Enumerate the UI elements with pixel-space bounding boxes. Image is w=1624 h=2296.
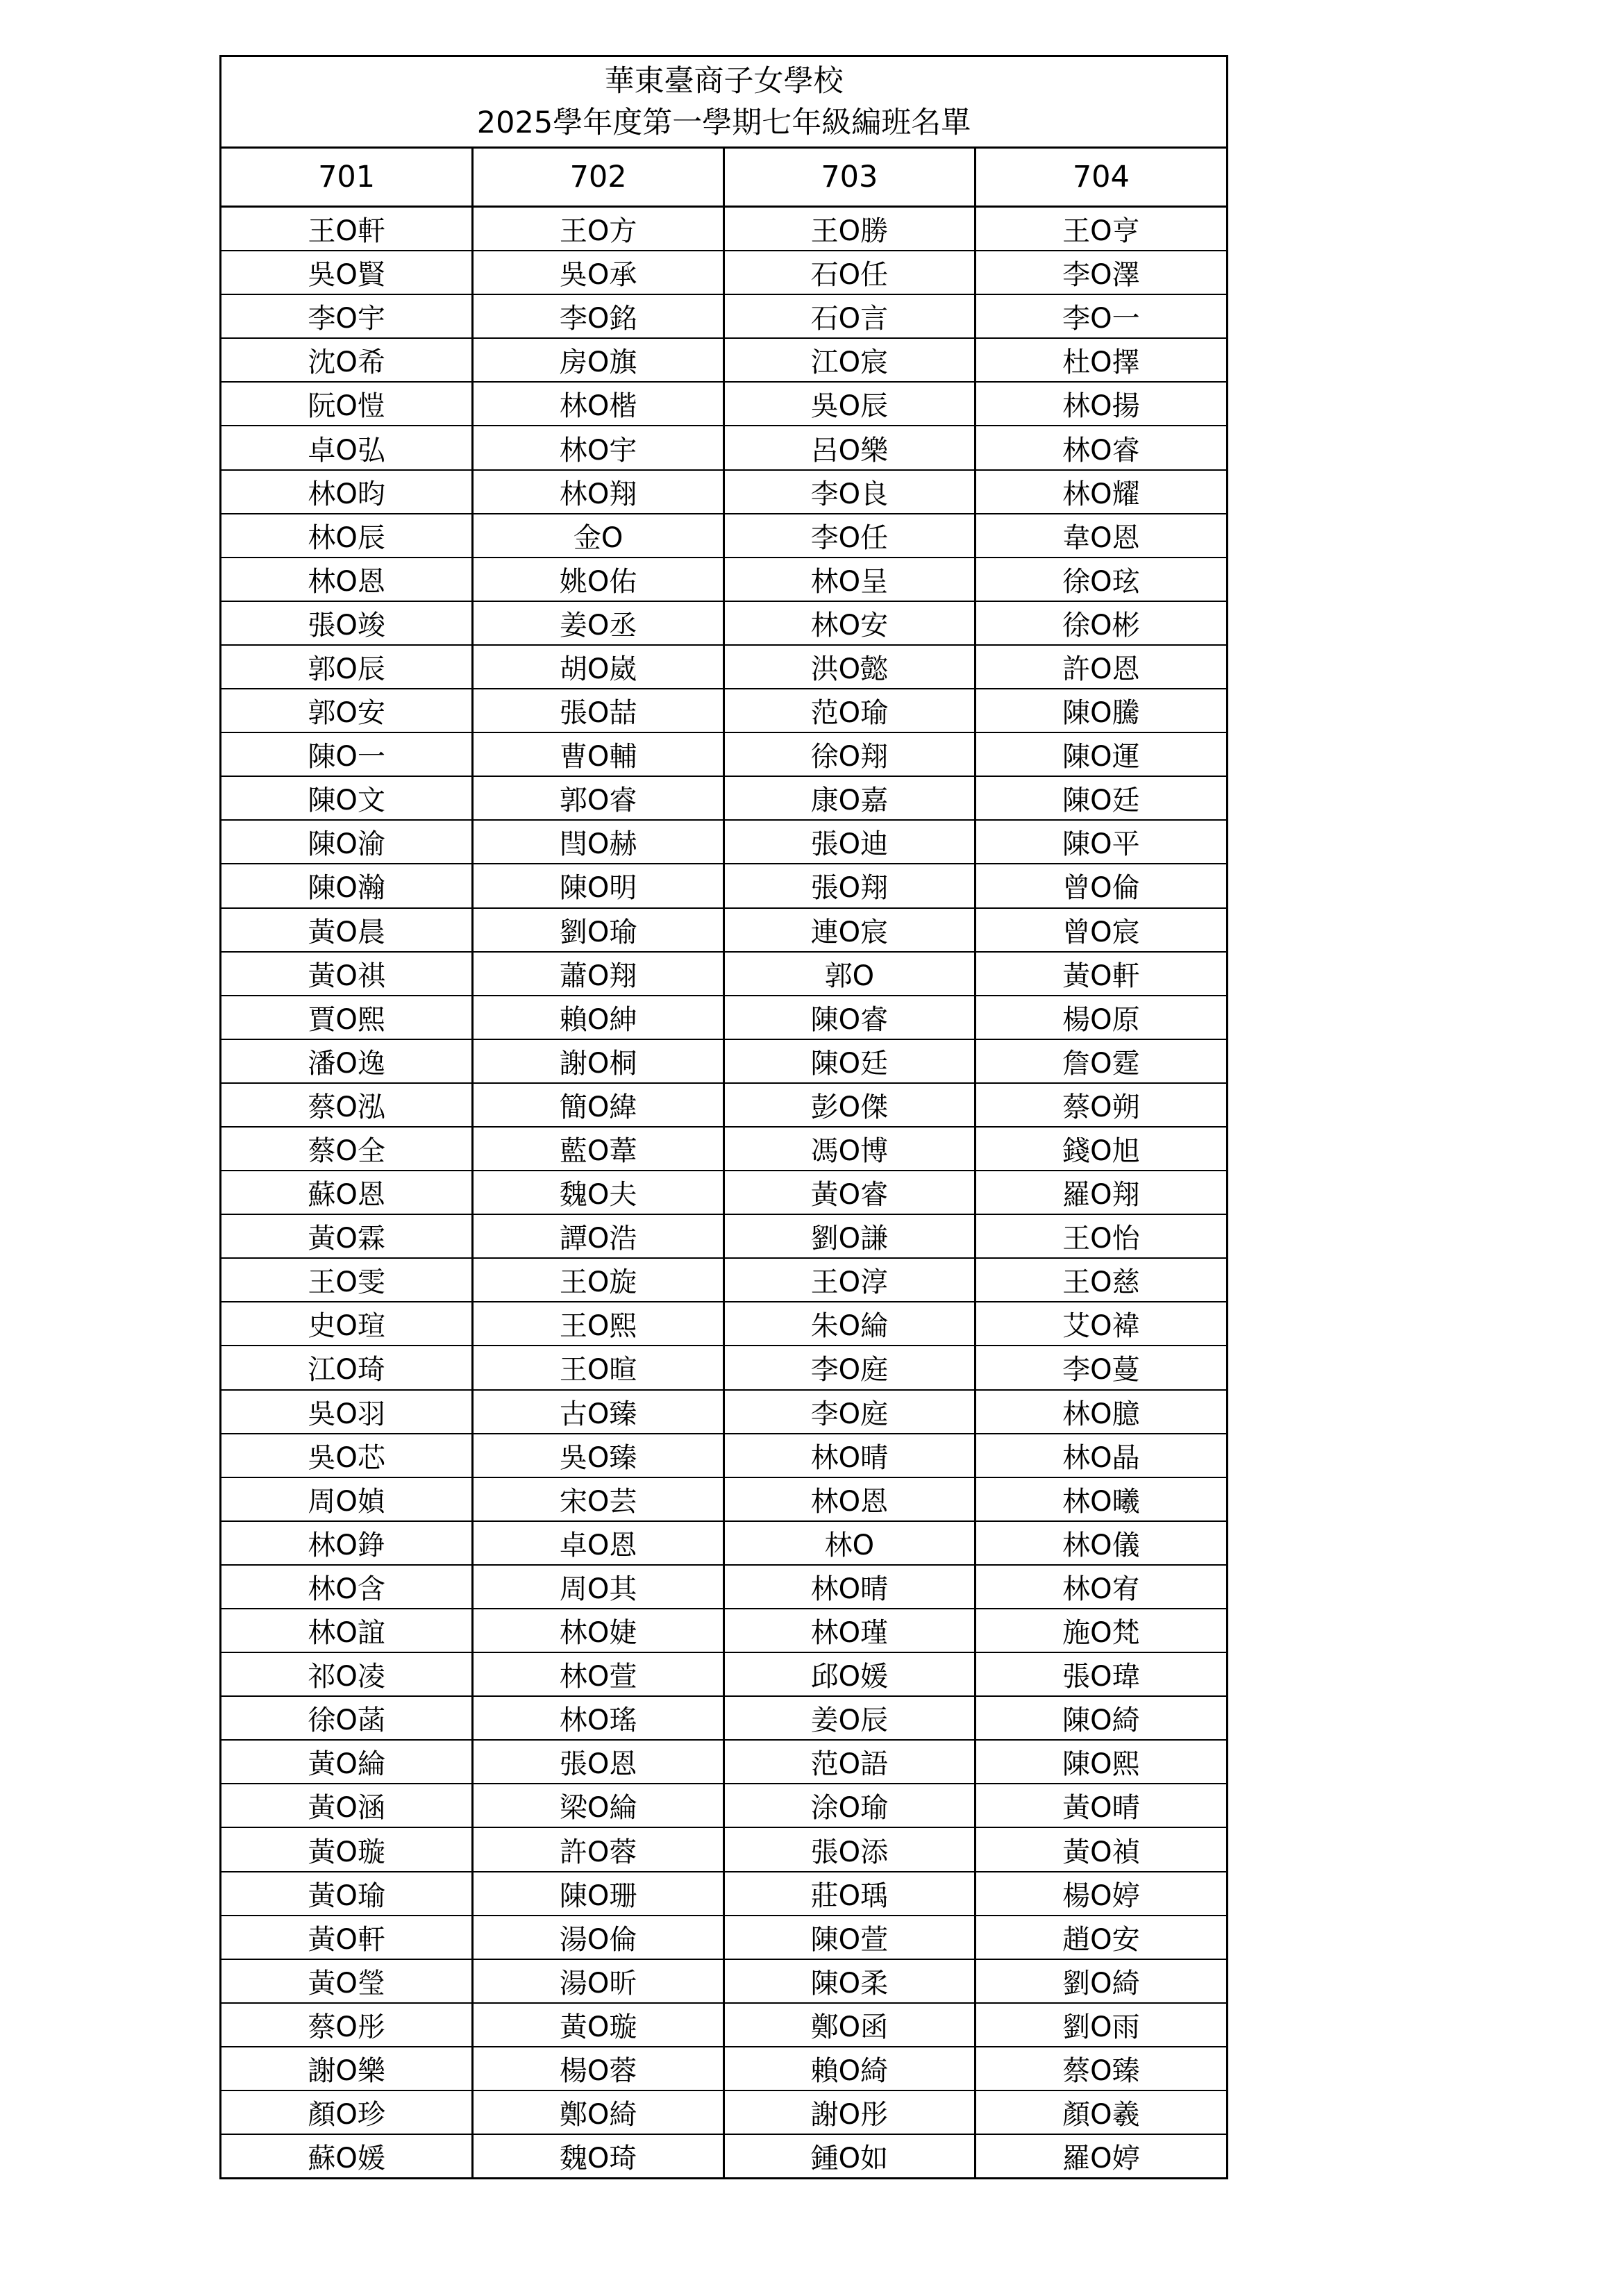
student-name-cell: 許O蓉 [473, 1827, 724, 1871]
student-name-cell: 吳O芯 [221, 1434, 473, 1477]
student-name-cell: 黃O軒 [221, 1916, 473, 1959]
student-name-cell: 黃O禎 [975, 1827, 1226, 1871]
table-row [221, 952, 1226, 996]
student-name-cell: 鍾O如 [724, 2134, 976, 2177]
table-row [221, 1214, 1226, 1258]
table-row [221, 1390, 1226, 1434]
student-name-cell: 林O儀 [975, 1521, 1226, 1565]
student-name-cell: 林O睿 [975, 426, 1226, 469]
student-name-cell: 金O [473, 514, 724, 558]
student-name-cell: 范O語 [724, 1740, 976, 1784]
table-row [221, 207, 1226, 251]
student-name-cell: 賴O紳 [473, 996, 724, 1039]
student-name-cell: 吳O臻 [473, 1434, 724, 1477]
roster-table [221, 149, 1226, 2177]
student-name-cell: 王O亨 [975, 207, 1226, 251]
student-name-cell: 陳O運 [975, 732, 1226, 776]
student-name-cell: 林O安 [724, 601, 976, 645]
student-name-cell: 涂O瑜 [724, 1784, 976, 1827]
student-name-cell: 李O良 [724, 470, 976, 514]
table-row [221, 601, 1226, 645]
student-name-cell: 簡O緯 [473, 1083, 724, 1127]
student-name-cell: 劉O謙 [724, 1214, 976, 1258]
student-name-cell: 呂O樂 [724, 426, 976, 469]
student-name-cell: 黃O璇 [473, 2003, 724, 2047]
table-row [221, 1127, 1226, 1171]
table-row [221, 689, 1226, 732]
student-name-cell: 蔡O臻 [975, 2047, 1226, 2090]
student-name-cell: 沈O希 [221, 338, 473, 382]
student-name-cell: 洪O懿 [724, 645, 976, 689]
student-name-cell: 郭O辰 [221, 645, 473, 689]
student-name-cell: 林O萱 [473, 1652, 724, 1696]
student-name-cell: 張O恩 [473, 1740, 724, 1784]
table-row [221, 1916, 1226, 1959]
student-name-cell: 范O瑜 [724, 689, 976, 732]
student-name-cell: 陳O睿 [724, 996, 976, 1039]
table-row [221, 1609, 1226, 1652]
student-name-cell: 黃O睿 [724, 1171, 976, 1214]
table-row [221, 996, 1226, 1039]
student-name-cell: 林O宇 [473, 426, 724, 469]
table-row [221, 1959, 1226, 2003]
student-name-cell: 林O宥 [975, 1565, 1226, 1609]
table-row [221, 1827, 1226, 1871]
table-row [221, 1872, 1226, 1916]
student-name-cell: 張O竣 [221, 601, 473, 645]
class-header-701: 701 [221, 149, 473, 207]
student-name-cell: 林O恩 [221, 558, 473, 601]
table-row [221, 1434, 1226, 1477]
student-name-cell: 莊O瑀 [724, 1872, 976, 1916]
table-row [221, 645, 1226, 689]
table-row [221, 1258, 1226, 1302]
table-row [221, 864, 1226, 907]
student-name-cell: 王O慈 [975, 1258, 1226, 1302]
student-name-cell: 賴O綺 [724, 2047, 976, 2090]
table-row [221, 470, 1226, 514]
student-name-cell: 江O宸 [724, 338, 976, 382]
student-name-cell: 祁O凌 [221, 1652, 473, 1696]
student-name-cell: 吳O辰 [724, 382, 976, 426]
student-name-cell: 張O翔 [724, 864, 976, 907]
student-name-cell: 蕭O翔 [473, 952, 724, 996]
table-row [221, 1652, 1226, 1696]
student-name-cell: 楊O婷 [975, 1872, 1226, 1916]
student-name-cell: 王O熙 [473, 1302, 724, 1346]
student-name-cell: 閆O赫 [473, 820, 724, 864]
student-name-cell: 徐O翔 [724, 732, 976, 776]
school-name: 華東臺商子女學校 [604, 63, 844, 99]
table-row [221, 1039, 1226, 1083]
class-header-704: 704 [975, 149, 1226, 207]
student-name-cell: 蔡O泓 [221, 1083, 473, 1127]
table-row [221, 294, 1226, 338]
student-name-cell: 姜O丞 [473, 601, 724, 645]
student-name-cell: 黃O軒 [975, 952, 1226, 996]
student-name-cell: 李O銘 [473, 294, 724, 338]
student-name-cell: 林O婕 [473, 1609, 724, 1652]
student-name-cell: 楊O原 [975, 996, 1226, 1039]
table-row [221, 1477, 1226, 1521]
student-name-cell: 曾O宸 [975, 908, 1226, 952]
student-name-cell: 劉O雨 [975, 2003, 1226, 2047]
student-name-cell: 王O旋 [473, 1258, 724, 1302]
student-name-cell: 羅O翔 [975, 1171, 1226, 1214]
student-name-cell: 宋O芸 [473, 1477, 724, 1521]
table-row [221, 514, 1226, 558]
student-name-cell: 許O恩 [975, 645, 1226, 689]
student-name-cell: 湯O倫 [473, 1916, 724, 1959]
student-name-cell: 黃O涵 [221, 1784, 473, 1827]
table-row [221, 776, 1226, 820]
student-name-cell: 艾O褘 [975, 1302, 1226, 1346]
student-name-cell: 梁O綸 [473, 1784, 724, 1827]
student-name-cell: 林O呈 [724, 558, 976, 601]
student-name-cell: 陳O明 [473, 864, 724, 907]
student-name-cell: 林O耀 [975, 470, 1226, 514]
student-name-cell: 林O臆 [975, 1390, 1226, 1434]
table-row [221, 1565, 1226, 1609]
student-name-cell: 謝O桐 [473, 1039, 724, 1083]
student-name-cell: 江O琦 [221, 1346, 473, 1389]
student-name-cell: 賈O熙 [221, 996, 473, 1039]
student-name-cell: 譚O浩 [473, 1214, 724, 1258]
table-row [221, 732, 1226, 776]
student-name-cell: 羅O婷 [975, 2134, 1226, 2177]
student-name-cell: 林O楷 [473, 382, 724, 426]
student-name-cell: 卓O恩 [473, 1521, 724, 1565]
student-name-cell: 湯O昕 [473, 1959, 724, 2003]
table-row [221, 251, 1226, 294]
student-name-cell: 胡O崴 [473, 645, 724, 689]
class-header-702: 702 [473, 149, 724, 207]
student-name-cell: 曾O倫 [975, 864, 1226, 907]
student-name-cell: 陳O一 [221, 732, 473, 776]
student-name-cell: 王O方 [473, 207, 724, 251]
table-row [221, 338, 1226, 382]
student-name-cell: 韋O恩 [975, 514, 1226, 558]
student-name-cell: 詹O霆 [975, 1039, 1226, 1083]
student-name-cell: 錢O旭 [975, 1127, 1226, 1171]
student-name-cell: 卓O弘 [221, 426, 473, 469]
student-name-cell: 林O [724, 1521, 976, 1565]
student-name-cell: 林O晴 [724, 1434, 976, 1477]
student-name-cell: 林O翔 [473, 470, 724, 514]
student-name-cell: 林O瑤 [473, 1696, 724, 1740]
student-name-cell: 蔡O彤 [221, 2003, 473, 2047]
student-name-cell: 謝O樂 [221, 2047, 473, 2090]
student-name-cell: 林O曦 [975, 1477, 1226, 1521]
student-name-cell: 黃O晨 [221, 908, 473, 952]
table-row [221, 820, 1226, 864]
student-name-cell: 陳O廷 [975, 776, 1226, 820]
student-name-cell: 林O含 [221, 1565, 473, 1609]
student-name-cell: 邱O媛 [724, 1652, 976, 1696]
student-name-cell: 連O宸 [724, 908, 976, 952]
student-name-cell: 古O臻 [473, 1390, 724, 1434]
student-name-cell: 陳O綺 [975, 1696, 1226, 1740]
student-name-cell: 黃O瑩 [221, 1959, 473, 2003]
student-name-cell: 陳O瀚 [221, 864, 473, 907]
student-name-cell: 黃O瑜 [221, 1872, 473, 1916]
student-name-cell: 陳O平 [975, 820, 1226, 864]
student-name-cell: 史O瑄 [221, 1302, 473, 1346]
table-row [221, 426, 1226, 469]
table-row [221, 1346, 1226, 1389]
student-name-cell: 郭O [724, 952, 976, 996]
table-row [221, 1740, 1226, 1784]
student-name-cell: 張O喆 [473, 689, 724, 732]
student-name-cell: 王O怡 [975, 1214, 1226, 1258]
student-name-cell: 鄭O綺 [473, 2090, 724, 2134]
table-row [221, 1521, 1226, 1565]
student-name-cell: 趙O安 [975, 1916, 1226, 1959]
student-name-cell: 周O其 [473, 1565, 724, 1609]
student-name-cell: 魏O夫 [473, 1171, 724, 1214]
student-name-cell: 顏O珍 [221, 2090, 473, 2134]
student-name-cell: 王O淳 [724, 1258, 976, 1302]
student-name-cell: 陳O文 [221, 776, 473, 820]
student-name-cell: 王O勝 [724, 207, 976, 251]
student-name-cell: 林O錚 [221, 1521, 473, 1565]
student-name-cell: 李O宇 [221, 294, 473, 338]
student-name-cell: 林O恩 [724, 1477, 976, 1521]
student-name-cell: 李O庭 [724, 1390, 976, 1434]
student-name-cell: 林O晴 [724, 1565, 976, 1609]
table-row [221, 1302, 1226, 1346]
student-name-cell: 吳O賢 [221, 251, 473, 294]
student-name-cell: 陳O熙 [975, 1740, 1226, 1784]
student-name-cell: 張O迪 [724, 820, 976, 864]
student-name-cell: 謝O彤 [724, 2090, 976, 2134]
student-name-cell: 李O澤 [975, 251, 1226, 294]
student-name-cell: 陳O渝 [221, 820, 473, 864]
student-name-cell: 林O辰 [221, 514, 473, 558]
student-name-cell: 徐O菡 [221, 1696, 473, 1740]
student-name-cell: 陳O騰 [975, 689, 1226, 732]
student-name-cell: 郭O睿 [473, 776, 724, 820]
student-name-cell: 姜O辰 [724, 1696, 976, 1740]
student-name-cell: 石O言 [724, 294, 976, 338]
student-name-cell: 顏O羲 [975, 2090, 1226, 2134]
student-name-cell: 房O旗 [473, 338, 724, 382]
student-name-cell: 郭O安 [221, 689, 473, 732]
student-name-cell: 潘O逸 [221, 1039, 473, 1083]
student-name-cell: 藍O葦 [473, 1127, 724, 1171]
student-name-cell: 林O瑾 [724, 1609, 976, 1652]
student-name-cell: 徐O彬 [975, 601, 1226, 645]
student-name-cell: 曹O輔 [473, 732, 724, 776]
student-name-cell: 李O任 [724, 514, 976, 558]
student-name-cell: 李O蔓 [975, 1346, 1226, 1389]
student-name-cell: 蘇O恩 [221, 1171, 473, 1214]
student-name-cell: 鄭O函 [724, 2003, 976, 2047]
student-name-cell: 黃O祺 [221, 952, 473, 996]
table-row [221, 2090, 1226, 2134]
student-name-cell: 王O雯 [221, 1258, 473, 1302]
student-name-cell: 蔡O全 [221, 1127, 473, 1171]
student-name-cell: 朱O綸 [724, 1302, 976, 1346]
student-name-cell: 林O晶 [975, 1434, 1226, 1477]
student-name-cell: 王O軒 [308, 215, 385, 248]
student-name-cell: 劉O綺 [975, 1959, 1226, 2003]
student-name-cell: 彭O傑 [724, 1083, 976, 1127]
student-name-cell: 林O揚 [975, 382, 1226, 426]
student-name-cell: 吳O承 [473, 251, 724, 294]
student-name-cell: 黃O晴 [975, 1784, 1226, 1827]
table-row [221, 908, 1226, 952]
class-header-row [221, 149, 1226, 207]
table-row [221, 558, 1226, 601]
roster-subtitle: 2025學年度第一學期七年級編班名單 [476, 105, 971, 140]
student-name-cell: 陳O廷 [724, 1039, 976, 1083]
student-name-cell: 黃O霖 [221, 1214, 473, 1258]
title-block [221, 57, 1226, 149]
student-name-cell: 阮O愷 [221, 382, 473, 426]
student-name-cell: 石O任 [724, 251, 976, 294]
student-name-cell: 杜O擇 [975, 338, 1226, 382]
student-name-cell: 徐O玹 [975, 558, 1226, 601]
table-row [221, 2003, 1226, 2047]
student-name-cell: 姚O佑 [473, 558, 724, 601]
student-name-cell: 李O庭 [724, 1346, 976, 1389]
table-row [221, 382, 1226, 426]
class-roster-sheet [219, 55, 1228, 2179]
student-name-cell: 林O昀 [221, 470, 473, 514]
student-name-cell: 周O媜 [221, 1477, 473, 1521]
student-name-cell: 楊O蓉 [473, 2047, 724, 2090]
student-name-cell: 蘇O媛 [221, 2134, 473, 2177]
roster-body [221, 207, 1226, 2178]
student-name-cell: 魏O琦 [473, 2134, 724, 2177]
table-row [221, 1784, 1226, 1827]
student-name-cell: 蔡O朔 [975, 1083, 1226, 1127]
table-row [221, 1696, 1226, 1740]
student-name-cell: 黃O綸 [221, 1740, 473, 1784]
student-name-cell: 張O添 [724, 1827, 976, 1871]
student-name-cell: 劉O瑜 [473, 908, 724, 952]
student-name-cell: 黃O璇 [221, 1827, 473, 1871]
student-name-cell: 陳O柔 [724, 1959, 976, 2003]
student-name-cell: 施O梵 [975, 1609, 1226, 1652]
table-row [221, 2134, 1226, 2177]
table-row [221, 1171, 1226, 1214]
student-name-cell: 馮O博 [724, 1127, 976, 1171]
student-name-cell: 李O一 [975, 294, 1226, 338]
student-name-cell: 張O瑋 [975, 1652, 1226, 1696]
table-row [221, 2047, 1226, 2090]
student-name-cell: 康O嘉 [724, 776, 976, 820]
student-name-cell: 陳O珊 [473, 1872, 724, 1916]
student-name-cell: 陳O萱 [724, 1916, 976, 1959]
student-name-cell: 林O誼 [221, 1609, 473, 1652]
class-header-703: 703 [724, 149, 976, 207]
table-row [221, 1083, 1226, 1127]
student-name-cell: 吳O羽 [221, 1390, 473, 1434]
student-name-cell: 王O暄 [473, 1346, 724, 1389]
